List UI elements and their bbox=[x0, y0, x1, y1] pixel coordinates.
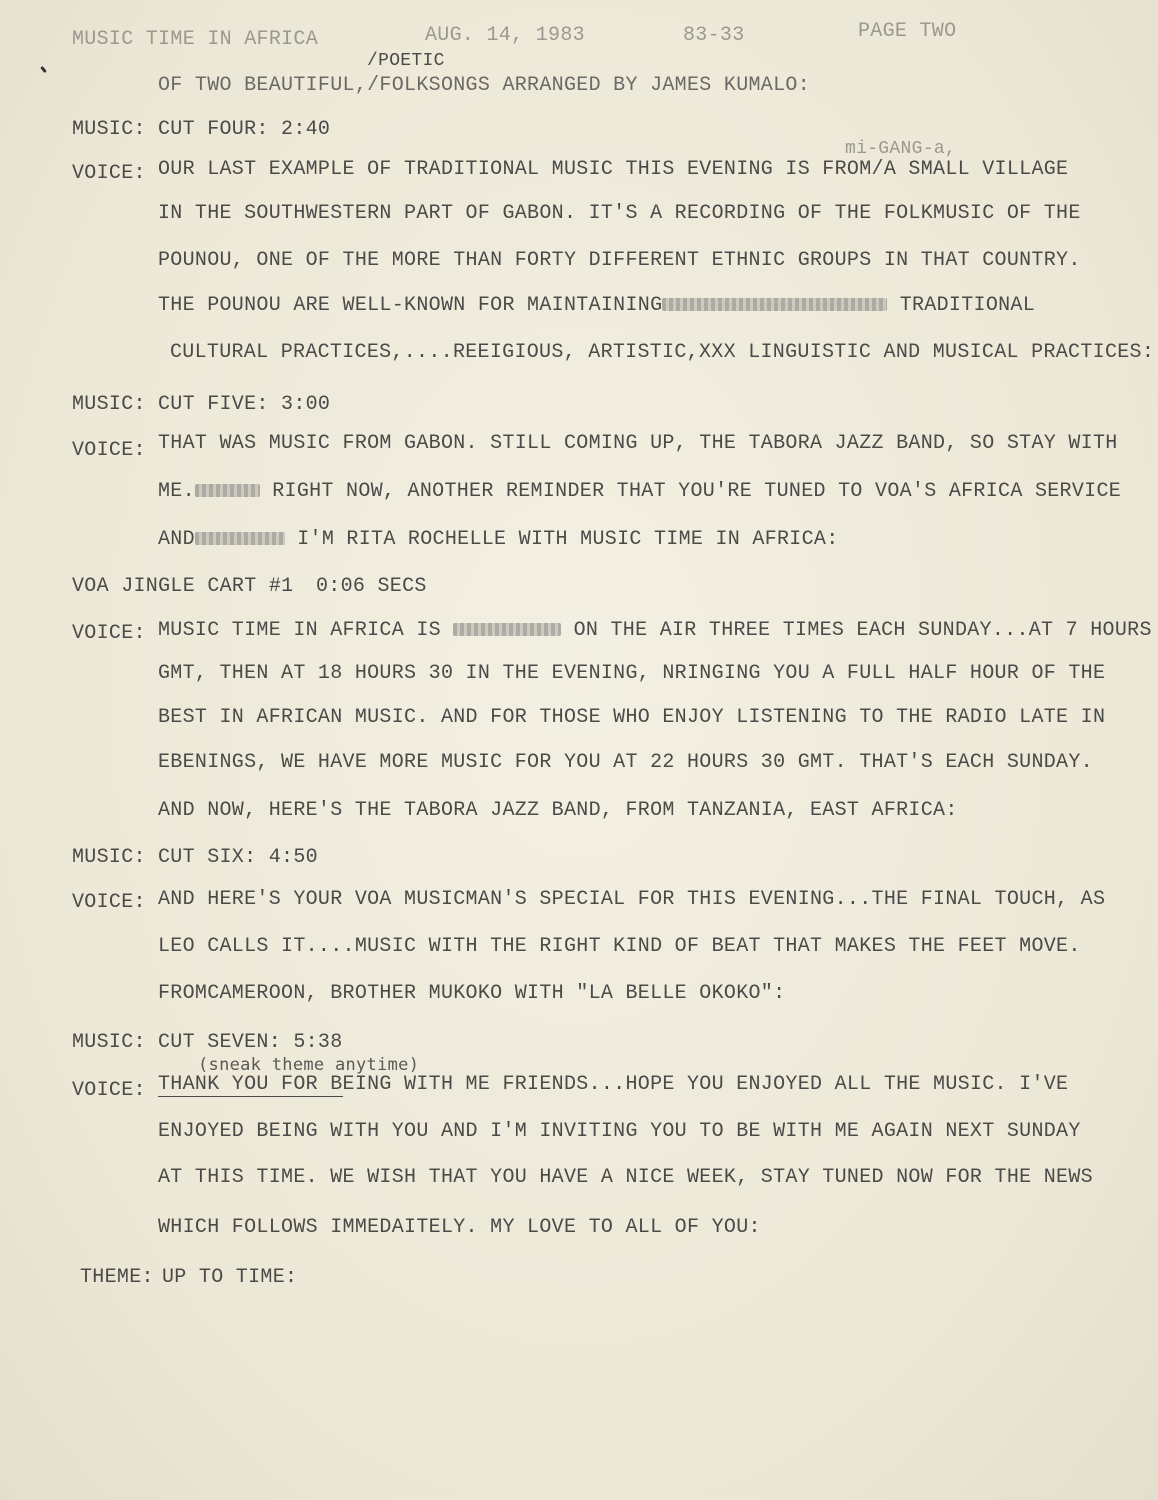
voice-line: LEO CALLS IT....MUSIC WITH THE RIGHT KIND OF BEAT THAT MAKES THE FEET MOVE. bbox=[158, 935, 1081, 958]
voice-line bbox=[158, 482, 1121, 502]
voice-line-segment: THE POUNOU ARE WELL-KNOWN FOR MAINTAINING bbox=[158, 294, 663, 317]
voice-label: VOICE: bbox=[72, 439, 146, 462]
voice-label: VOICE: bbox=[72, 162, 146, 185]
underlined-text: THANK YOU FOR B bbox=[158, 1073, 343, 1096]
voice-line: THAT WAS MUSIC FROM GABON. STILL COMING UP, THE TABORA JAZZ BAND, SO STAY WITH bbox=[158, 432, 1118, 455]
header-code: 83-33 bbox=[683, 24, 745, 47]
music-cue: CUT SEVEN: 5:38 bbox=[158, 1031, 343, 1054]
voice-line bbox=[158, 1075, 1068, 1095]
handwritten-note: (sneak theme anytime) bbox=[198, 1055, 420, 1075]
insert-pronunciation: mi-GANG-a, bbox=[845, 139, 957, 159]
voice-line: WHICH FOLLOWS IMMEDAITELY. MY LOVE TO ALL OF YOU: bbox=[158, 1216, 761, 1239]
voice-line: ENJOYED BEING WITH YOU AND I'M INVITING YOU TO BE WITH ME AGAIN NEXT SUNDAY bbox=[158, 1120, 1081, 1143]
voice-line: IN THE SOUTHWESTERN PART OF GABON. IT'S A RECORDING OF THE FOLKMUSIC OF THE bbox=[158, 202, 1081, 225]
voice-line-segment: TRADITIONAL bbox=[899, 294, 1036, 317]
intro-line: OF TWO BEAUTIFUL,/FOLKSONGS ARRANGED BY JAMES KUMALO: bbox=[158, 74, 811, 97]
voice-line: CULTURAL PRACTICES,....REEIGIOUS, ARTISTIC,XXX LINGUISTIC AND MUSICAL PRACTICES: bbox=[170, 341, 1155, 364]
music-label: MUSIC: bbox=[72, 393, 146, 416]
header-date: AUG. 14, 1983 bbox=[425, 24, 585, 47]
music-cue: CUT SIX: 4:50 bbox=[158, 846, 318, 869]
voice-line: GMT, THEN AT 18 HOURS 30 IN THE EVENING, NRINGING YOU A FULL HALF HOUR OF THE bbox=[158, 662, 1106, 685]
voice-line: AND HERE'S YOUR VOA MUSICMAN'S SPECIAL FOR THIS EVENING...THE FINAL TOUCH, AS bbox=[158, 888, 1106, 911]
redaction-mark bbox=[195, 532, 285, 545]
music-label: MUSIC: bbox=[72, 118, 146, 141]
voice-line: EBENINGS, WE HAVE MORE MUSIC FOR YOU AT 22 HOURS 30 GMT. THAT'S EACH SUNDAY. bbox=[158, 751, 1093, 774]
music-cue: CUT FOUR: 2:40 bbox=[158, 118, 331, 141]
voice-line-segment: I'M RITA ROCHELLE WITH MUSIC TIME IN AFRICA: bbox=[297, 528, 839, 551]
voice-label: VOICE: bbox=[72, 1079, 146, 1102]
jingle-label: VOA JINGLE CART #1 bbox=[72, 575, 294, 598]
voice-line-segment: EING WITH ME FRIENDS...HOPE YOU ENJOYED ALL THE MUSIC. I'VE bbox=[342, 1073, 1069, 1096]
theme-cue: UP TO TIME: bbox=[162, 1266, 298, 1289]
redaction-mark bbox=[662, 298, 887, 311]
redaction-mark bbox=[453, 623, 561, 636]
voice-line-segment: MUSIC TIME IN AFRICA IS bbox=[158, 619, 441, 642]
voice-line bbox=[158, 530, 839, 550]
insert-poetic: /POETIC bbox=[367, 51, 445, 71]
voice-line-segment: RIGHT NOW, ANOTHER REMINDER THAT YOU'RE TUNED TO VOA'S AFRICA SERVICE bbox=[272, 480, 1122, 503]
voice-line: FROMCAMEROON, BROTHER MUKOKO WITH "LA BELLE OKOKO": bbox=[158, 982, 786, 1005]
voice-line bbox=[158, 621, 1152, 641]
voice-line: BEST IN AFRICAN MUSIC. AND FOR THOSE WHO ENJOY LISTENING TO THE RADIO LATE IN bbox=[158, 706, 1106, 729]
redaction-mark bbox=[195, 484, 260, 497]
ink-speck bbox=[40, 66, 47, 73]
header-page: PAGE TWO bbox=[858, 20, 957, 43]
voice-line: AT THIS TIME. WE WISH THAT YOU HAVE A NICE WEEK, STAY TUNED NOW FOR THE NEWS bbox=[158, 1166, 1093, 1189]
voice-line: OUR LAST EXAMPLE OF TRADITIONAL MUSIC THIS EVENING IS FROM/A SMALL VILLAGE bbox=[158, 158, 1069, 181]
music-label: MUSIC: bbox=[72, 1031, 146, 1054]
voice-line-segment: ON THE AIR THREE TIMES EACH SUNDAY...AT 7 HOURS bbox=[573, 619, 1152, 642]
voice-line-segment: ME. bbox=[158, 480, 195, 503]
voice-line-segment: AND bbox=[158, 528, 195, 551]
voice-label: VOICE: bbox=[72, 891, 146, 914]
header-program: MUSIC TIME IN AFRICA bbox=[72, 28, 319, 51]
theme-label: THEME: bbox=[80, 1266, 154, 1289]
voice-line: POUNOU, ONE OF THE MORE THAN FORTY DIFFERENT ETHNIC GROUPS IN THAT COUNTRY. bbox=[158, 249, 1081, 272]
voice-line bbox=[158, 296, 1035, 316]
music-cue: CUT FIVE: 3:00 bbox=[158, 393, 331, 416]
voice-line: AND NOW, HERE'S THE TABORA JAZZ BAND, FROM TANZANIA, EAST AFRICA: bbox=[158, 799, 958, 822]
voice-label: VOICE: bbox=[72, 622, 146, 645]
music-label: MUSIC: bbox=[72, 846, 146, 869]
jingle-time: 0:06 SECS bbox=[316, 575, 427, 598]
